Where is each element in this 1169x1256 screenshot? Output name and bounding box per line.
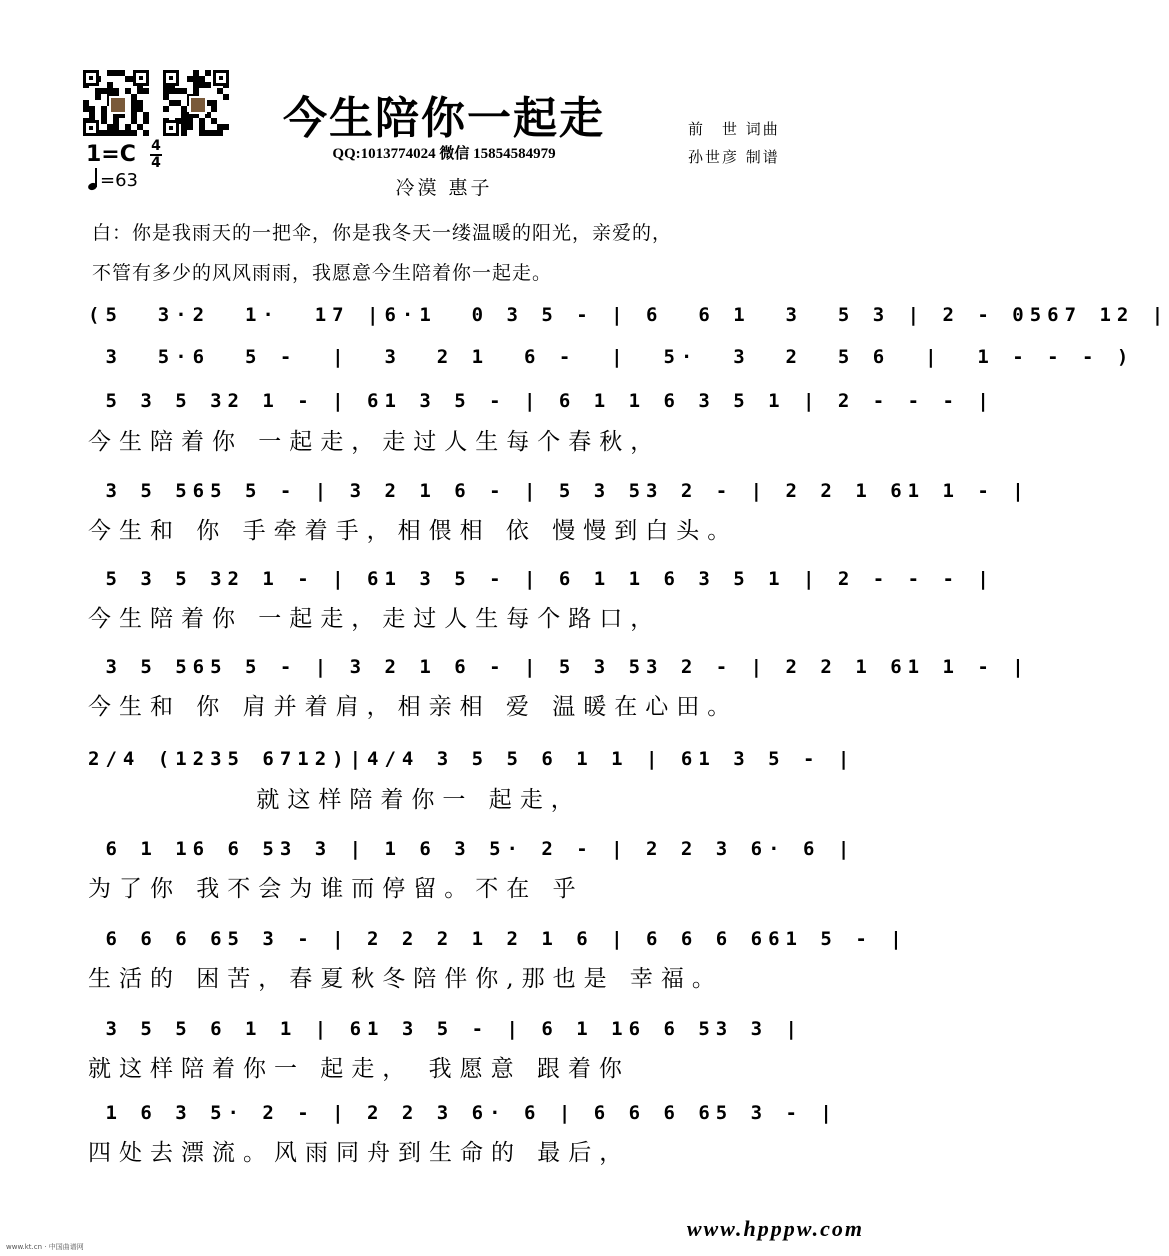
score-lyrics-row-11: 四处去漂流。风雨同舟到生命的 最后， [88, 1140, 631, 1166]
score-lyrics-row-8: 为了你 我不会为谁而停留。不在 乎 [88, 876, 584, 902]
score-lyrics-row-6: 今生和 你 肩并着肩，相亲相 爱 温暖在心田。 [88, 694, 739, 720]
tempo-marking [88, 168, 138, 191]
key-signature: 1=C [86, 142, 136, 167]
score-notes-row-2: 3 5·6 5 - | 3 2 1 6 - | 5· 3 2 5 6 | 1 - - - ) [88, 346, 1135, 368]
arranger-credit: 孙世彦 制谱 [688, 148, 780, 166]
dialogue-line-1: 白：你是我雨天的一把伞，你是我冬天一缕温暖的阳光，亲爱的， [92, 222, 673, 244]
time-signature-bottom: 4 [151, 155, 161, 171]
dialogue-line-2: 不管有多少的风风雨雨，我愿意今生陪着你一起走。 [92, 262, 553, 284]
score-notes-row-11: 1 6 3 5· 2 - | 2 2 3 6· 6 | 6 6 6 65 3 - | [88, 1102, 838, 1124]
score-lyrics-row-5: 今生陪着你 一起走，走过人生每个路口， [88, 606, 662, 632]
score-notes-row-4: 3 5 565 5 - | 3 2 1 6 - | 5 3 53 2 - | 2 2 1 61 1 - | [88, 480, 1030, 502]
score-notes-row-3: 5 3 5 32 1 - | 61 3 5 - | 6 1 1 6 3 5 1 | 2 - - - | [88, 390, 995, 412]
score-lyrics-row-7: 就这样陪着你一 起走， [88, 787, 582, 813]
lyrics-music-credit: 前 世 词曲 [688, 120, 780, 138]
score-notes-row-6: 3 5 565 5 - | 3 2 1 6 - | 5 3 53 2 - | 2 2 1 61 1 - | [88, 656, 1030, 678]
singers: 冷漠 惠子 [395, 177, 493, 199]
score-notes-row-5: 5 3 5 32 1 - | 61 3 5 - | 6 1 1 6 3 5 1 | 2 - - - | [88, 568, 995, 590]
time-signature-top: 4 [151, 138, 161, 154]
score-lyrics-row-3: 今生陪着你 一起走，走过人生每个春秋， [88, 429, 662, 455]
score-lyrics-row-10: 就这样陪着你一 起走， 我愿意 跟着你 [88, 1056, 630, 1082]
quarter-note-icon [88, 168, 98, 190]
tempo-value: =63 [100, 170, 138, 191]
score-lyrics-row-4: 今生和 你 手牵着手，相偎相 依 慢慢到白头。 [88, 518, 739, 544]
score-notes-row-7: 2/4 (1235 6712)|4/4 3 5 5 6 1 1 | 61 3 5 - | [88, 748, 856, 770]
score-notes-row-9: 6 6 6 65 3 - | 2 2 2 1 2 1 6 | 6 6 6 661 5 - | [88, 928, 908, 950]
time-signature [150, 139, 162, 171]
site-watermark: www.hpppw.com [686, 1216, 864, 1241]
score-lyrics-row-9: 生活的 困苦，春夏秋冬陪伴你,那也是 幸福。 [88, 966, 723, 992]
score-notes-row-8: 6 1 16 6 53 3 | 1 6 3 5· 2 - | 2 2 3 6· 6 | [88, 838, 856, 860]
contact-info: QQ:1013774024 微信 15854584979 [332, 146, 556, 162]
song-title: 今生陪你一起走 [283, 93, 605, 144]
score-notes-row-10: 3 5 5 6 1 1 | 61 3 5 - | 6 1 16 6 53 3 | [88, 1018, 803, 1040]
footer-small-text: www.kt.cn · 中国曲谱网 [6, 1243, 84, 1251]
score-notes-row-1: (5 3·2 1· 17 |6·1 0 3 5 - | 6 6 1 3 5 3 | 2 - 0567 12 | [88, 304, 1169, 326]
